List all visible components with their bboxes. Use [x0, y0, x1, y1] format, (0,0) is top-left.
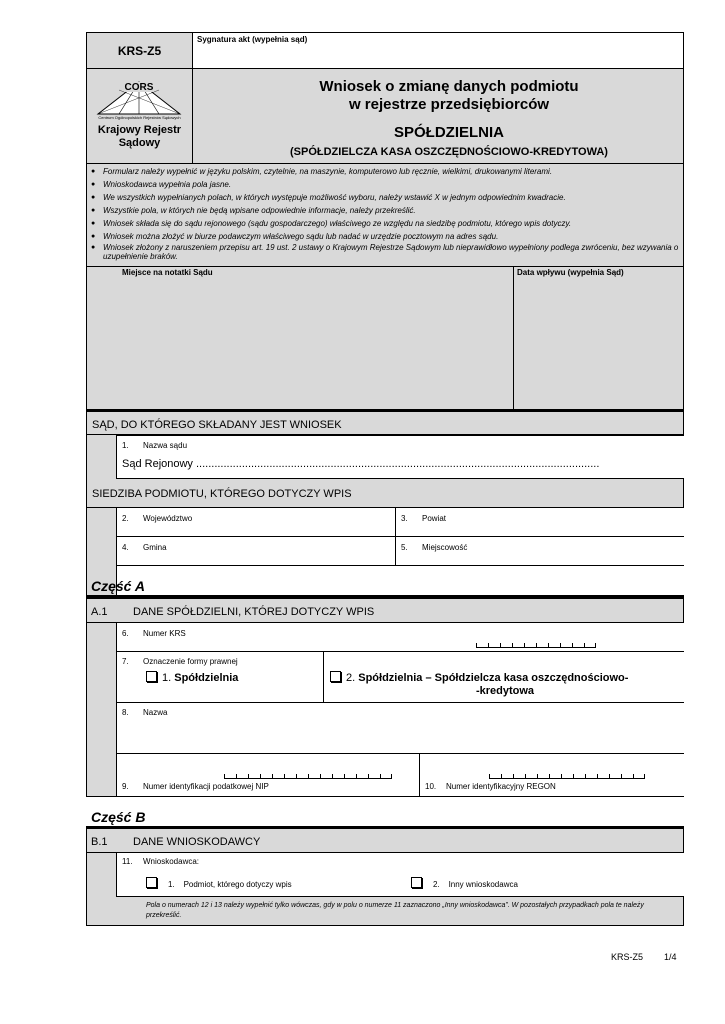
instruction-item: ● Wniosek złożony z naruszeniem przepisu art. 19 ust. 2 ustawy o Krajowym Rejestrze Sądowym lub nieprawidłowo wypełniony podlega zwróceniu, bez wzywania o uzupełnienie braków. [87, 243, 683, 261]
instruction-item: ● Wniosek można złożyć w biurze podawczym właściwego sądu lub nadać w urzędzie pocztowym na adres sądu. [87, 230, 683, 243]
voivodeship-label: Województwo [143, 514, 193, 523]
part-a-num: A.1 [91, 606, 108, 618]
checkbox[interactable] [411, 877, 422, 888]
instructions-box [86, 164, 684, 266]
registry-name-line2: Sądowy [118, 137, 161, 149]
entity-type: SPÓŁDZIELNIA [393, 124, 504, 141]
court-name-value: Sąd Rejonowy .................................................................................................................................... [122, 458, 600, 470]
court-name-label: Nazwa sądu [143, 441, 188, 450]
locality-num: 5. [401, 543, 408, 552]
instruction-item: ● Formularz należy wypełnić w języku polskim, czytelnie, na maszynie, komputerowo lub ręcznie, wielkimi, drukowanymi literami. [87, 165, 683, 178]
court-name-num: 1. [122, 441, 129, 450]
legal-form-label: Oznaczenie formy prawnej [143, 657, 238, 666]
part-b-note: Pola o numerach 12 i 13 należy wypełnić tylko wówczas, gdy w polu o numerze 11 zaznaczono „Inny wnioskodawca”. W pozostałych przypadkach pola te należy przekreślić. [146, 902, 644, 919]
legal-form-divider [323, 652, 324, 703]
instruction-item: ● Wniosek składa się do sądu rejonowego (sądu gospodarczego) właściwego ze względu na siedzibę podmiotu, którego wpis dotyczy. [87, 217, 683, 230]
part-b-heading: Część B [91, 809, 146, 825]
option-1-label: Spółdzielnia [174, 672, 239, 684]
krs-num: 6. [122, 629, 129, 638]
legal-form-option-2[interactable] [330, 671, 680, 684]
name-row-line [116, 753, 684, 754]
option-2-label: Spółdzielnia – Spółdzielcza kasa oszczędnościowo- [358, 672, 629, 684]
part-b-title: DANE WNIOSKODAWCY [133, 836, 261, 848]
krs-row-line [116, 651, 684, 652]
option-1-num: 1. [162, 672, 172, 684]
district-num: 3. [401, 514, 408, 523]
header-left-divider [86, 68, 193, 69]
instructions-list [87, 164, 683, 261]
applicant-label: Wnioskodawca: [143, 857, 200, 866]
regon-label: Numer identyfikacyjny REGON [446, 782, 556, 791]
court-section-title: SĄD, DO KTÓREGO SKŁADANY JEST WNIOSEK [92, 419, 342, 431]
logo-text: CORS [124, 82, 154, 93]
part-b-num: B.1 [91, 836, 108, 848]
locality-label: Miejscowość [422, 543, 468, 552]
checkbox[interactable] [330, 671, 341, 682]
applicant-option-2-num: 2. [433, 880, 440, 889]
legal-form-option-1[interactable] [146, 671, 238, 684]
municipality-num: 4. [122, 543, 129, 552]
nip-label: Numer identyfikacji podatkowej NIP [143, 782, 269, 791]
page-title-line1: Wniosek o zmianę danych podmiotu [319, 78, 579, 95]
court-name-field[interactable] [116, 435, 684, 479]
applicant-option-2[interactable] [411, 877, 518, 889]
footer-page-number: 1/4 [664, 952, 677, 962]
part-a-title: DANE SPÓŁDZIELNI, KTÓREJ DOTYCZY WPIS [133, 606, 375, 618]
part-b-fields [116, 853, 684, 897]
regon-num: 10. [425, 782, 437, 791]
applicant-option-2-label: Inny wnioskodawca [448, 880, 518, 889]
applicant-option-1-num: 1. [168, 880, 175, 889]
instruction-item: ● Wnioskodawca wypełnia pola jasne. [87, 178, 683, 191]
footer-form-code: KRS-Z5 [611, 952, 644, 962]
name-num: 8. [122, 708, 129, 717]
krs-number-input[interactable] [476, 642, 596, 648]
regon-input[interactable] [489, 773, 645, 779]
krs-label: Numer KRS [143, 629, 186, 638]
voivodeship-num: 2. [122, 514, 129, 523]
nip-regon-divider [419, 754, 420, 796]
seat-section-title: SIEDZIBA PODMIOTU, KTÓREGO DOTYCZY WPIS [92, 488, 352, 500]
form-code: KRS-Z5 [117, 44, 162, 58]
court-notes-box [86, 266, 684, 410]
instruction-item: ● We wszystkich wypełnianych polach, w których występuje możliwość wyboru, należy wstawić X w jednym odpowiednim kwadracie. [87, 191, 683, 204]
signature-label: Sygnatura akt (wypełnia sąd) [197, 35, 308, 44]
district-label: Powiat [422, 514, 447, 523]
nip-input[interactable] [224, 773, 392, 779]
court-notes-divider [513, 266, 514, 410]
instruction-item: ● Wszystkie pola, w których nie będą wpisane odpowiednie informacje, należy przekreślić. [87, 204, 683, 217]
entity-subtype: (SPÓŁDZIELCZA KASA OSZCZĘDNOŚCIOWO-KREDYTOWA) [290, 146, 608, 158]
applicant-option-1-label: Podmiot, którego dotyczy wpis [183, 880, 292, 889]
checkbox[interactable] [146, 877, 157, 888]
signature-bottom-line [193, 68, 684, 69]
logo-subtext: Centrum Ogólnopolskich Rejestrów Sądowych [98, 115, 181, 120]
page-title-line2: w rejestrze przedsiębiorców [348, 96, 550, 113]
municipality-label: Gmina [143, 543, 167, 552]
name-label: Nazwa [143, 708, 168, 717]
seat-row2-bottom [116, 565, 684, 566]
applicant-num: 11. [122, 857, 133, 866]
part-a-heading: Część A [91, 578, 145, 594]
legal-form-num: 7. [122, 657, 129, 666]
name-field[interactable] [117, 703, 683, 753]
option-2-label-continued: -kredytowa [475, 685, 535, 697]
registry-name-line1: Krajowy Rejestr [97, 124, 182, 136]
option-2-num: 2. [346, 672, 356, 684]
applicant-option-1[interactable] [146, 877, 292, 889]
receipt-date-label: Data wpływu (wypełnia Sąd) [517, 268, 624, 277]
checkbox[interactable] [146, 671, 157, 682]
nip-num: 9. [122, 782, 129, 791]
court-notes-label: Miejsce na notatki Sądu [122, 268, 213, 277]
